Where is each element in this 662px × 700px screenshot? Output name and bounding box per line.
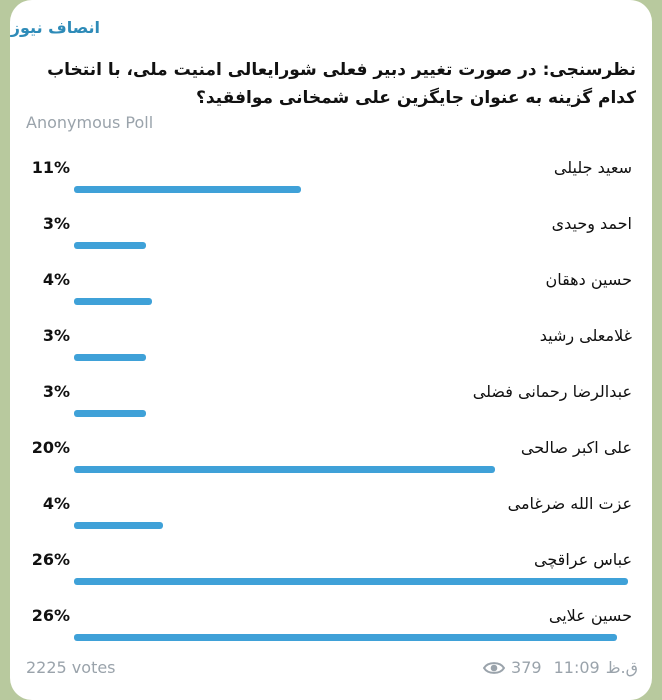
poll-option[interactable] <box>10 382 652 438</box>
option-percent: 4% <box>42 494 70 513</box>
option-label: حسین دهقان <box>545 270 632 289</box>
option-percent: 3% <box>42 214 70 233</box>
poll-question: نظرسنجی: در صورت تغییر دبیر فعلی شورایعالی امنیت ملی، با انتخاب کدام گزینه به عنوان جایگزین علی شمخانی موافقید؟ <box>47 60 636 108</box>
option-result-bar <box>74 242 146 249</box>
eye-icon <box>483 660 505 676</box>
option-label: عبدالرضا رحمانی فضلی <box>472 382 632 401</box>
option-result-bar <box>74 466 495 473</box>
option-label: علی اکبر صالحی <box>520 438 632 457</box>
message-meta <box>483 658 638 677</box>
option-result-bar <box>74 410 146 417</box>
poll-option[interactable] <box>10 438 652 494</box>
option-result-bar <box>74 578 628 585</box>
message-bubble <box>10 0 652 700</box>
poll-option[interactable] <box>10 270 652 326</box>
poll-type: Anonymous Poll <box>26 113 154 132</box>
option-percent: 26% <box>31 550 70 569</box>
option-percent: 11% <box>31 158 70 177</box>
option-percent: 20% <box>31 438 70 457</box>
option-percent: 3% <box>42 326 70 345</box>
option-label: عزت الله ضرغامی <box>507 494 632 513</box>
option-result-bar <box>74 186 301 193</box>
option-label: سعید جلیلی <box>553 158 632 177</box>
poll-option[interactable] <box>10 158 652 214</box>
message-time: 11:09 <box>553 658 600 677</box>
option-percent: 4% <box>42 270 70 289</box>
poll-option[interactable] <box>10 550 652 606</box>
channel-name[interactable]: انصاف نیوز <box>10 18 100 37</box>
poll-option[interactable] <box>10 606 652 662</box>
option-label: حسین علایی <box>548 606 632 625</box>
poll-option[interactable] <box>10 494 652 550</box>
option-result-bar <box>74 522 163 529</box>
poll-option[interactable] <box>10 326 652 382</box>
poll-option[interactable] <box>10 214 652 270</box>
option-result-bar <box>74 298 152 305</box>
option-label: عباس عراقچی <box>534 550 632 569</box>
view-count: 379 <box>511 658 542 677</box>
option-label: غلامعلی رشید <box>539 326 632 345</box>
vote-count[interactable]: 2225 votes <box>26 658 116 677</box>
option-percent: 26% <box>31 606 70 625</box>
option-result-bar <box>74 354 146 361</box>
option-label: احمد وحیدی <box>551 214 632 233</box>
option-percent: 3% <box>42 382 70 401</box>
option-result-bar <box>74 634 617 641</box>
time-suffix: ق.ظ <box>605 658 638 677</box>
